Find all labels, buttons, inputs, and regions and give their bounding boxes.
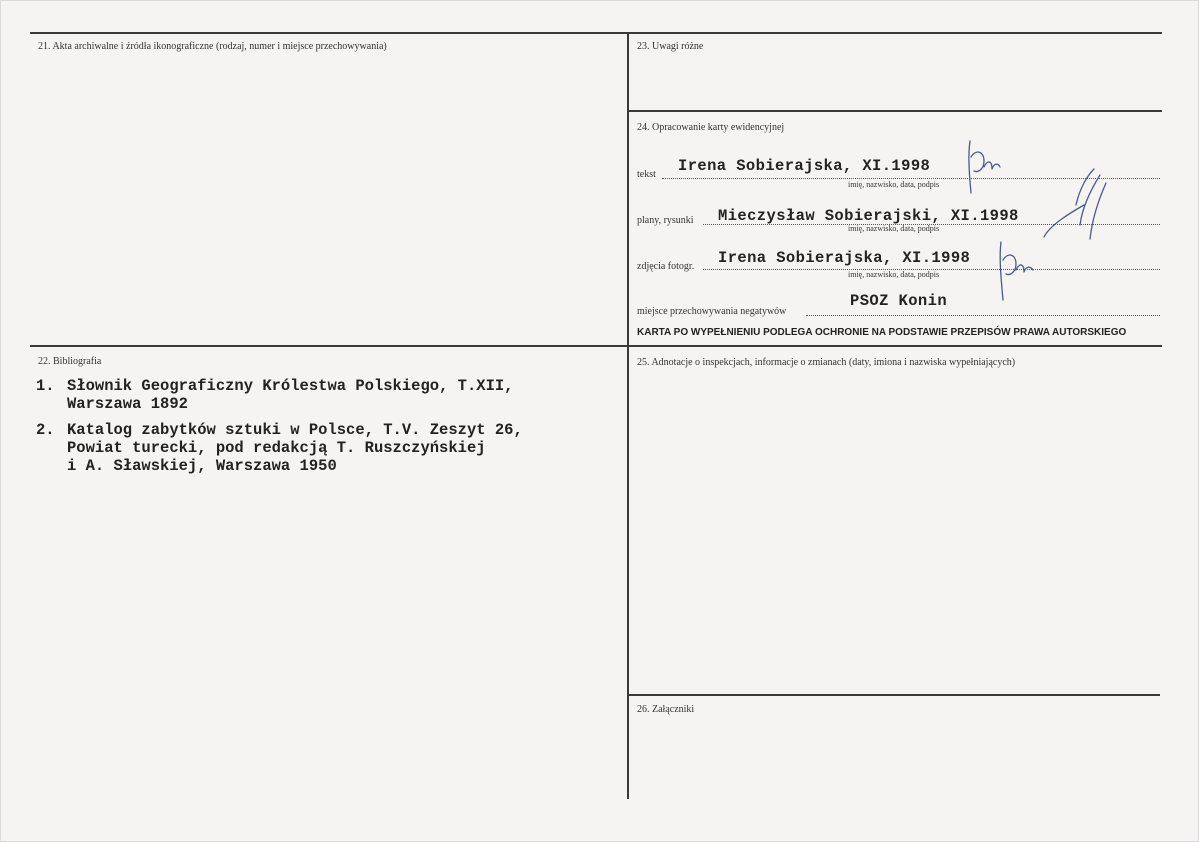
field-hint-tekst: imię, nazwisko, data, podpis [848, 180, 940, 189]
section-25-label: 25. Adnotacje o inspekcjach, informacje o zmianach (daty, imiona i nazwiska wypełniających) [637, 357, 1016, 368]
field-label-tekst: tekst [637, 169, 656, 180]
dotted-line-negatives [806, 315, 1160, 316]
entry-text: Katalog zabytków sztuki w Polsce, T.V. Zeszyt 26, Powiat turecki, pod redakcją T. Ruszczyńskiej i A. Sławskiej, Warszawa 1950 [67, 421, 523, 475]
field-label-zdjecia: zdjęcia fotogr. [637, 261, 695, 272]
field-hint-zdjecia: imię, nazwisko, data, podpis [848, 270, 940, 279]
entry-text: Słownik Geograficzny Królestwa Polskiego, T.XII, Warszawa 1892 [67, 377, 514, 413]
middle-rule [30, 345, 1162, 347]
center-divider [627, 32, 629, 799]
field-value-plany: Mieczysław Sobierajski, XI.1998 [718, 207, 1019, 225]
section-21-label: 21. Akta archiwalne i źródła ikonograficzne (rodzaj, numer i miejsce przechowywania) [38, 41, 387, 52]
field-label-plany: plany, rysunki [637, 215, 694, 226]
section-23-label: 23. Uwagi różne [637, 41, 704, 52]
negatives-label: miejsce przechowywania negatywów [637, 306, 787, 317]
section-24-label: 24. Opracowanie karty ewidencyjnej [637, 122, 785, 133]
field-hint-plany: imię, nazwisko, data, podpis [848, 224, 940, 233]
field-value-zdjecia: Irena Sobierajska, XI.1998 [718, 249, 971, 267]
section-26-label: 26. Załączniki [637, 704, 695, 715]
entry-number: 2. [36, 421, 55, 439]
section-22-label: 22. Bibliografia [38, 356, 102, 367]
signature-zdjecia [993, 238, 1043, 303]
copyright-notice: KARTA PO WYPEŁNIENIU PODLEGA OCHRONIE NA PODSTAWIE PRZEPISÓW PRAWA AUTORSKIEGO [637, 327, 1127, 338]
rule-25-26 [629, 694, 1160, 696]
entry-number: 1. [36, 377, 55, 395]
signature-plany [1040, 165, 1110, 250]
negatives-value: PSOZ Konin [850, 292, 948, 310]
rule-23-24 [627, 110, 1162, 112]
top-rule [30, 32, 1162, 34]
signature-tekst [962, 137, 1012, 197]
field-value-tekst: Irena Sobierajska, XI.1998 [678, 157, 931, 175]
